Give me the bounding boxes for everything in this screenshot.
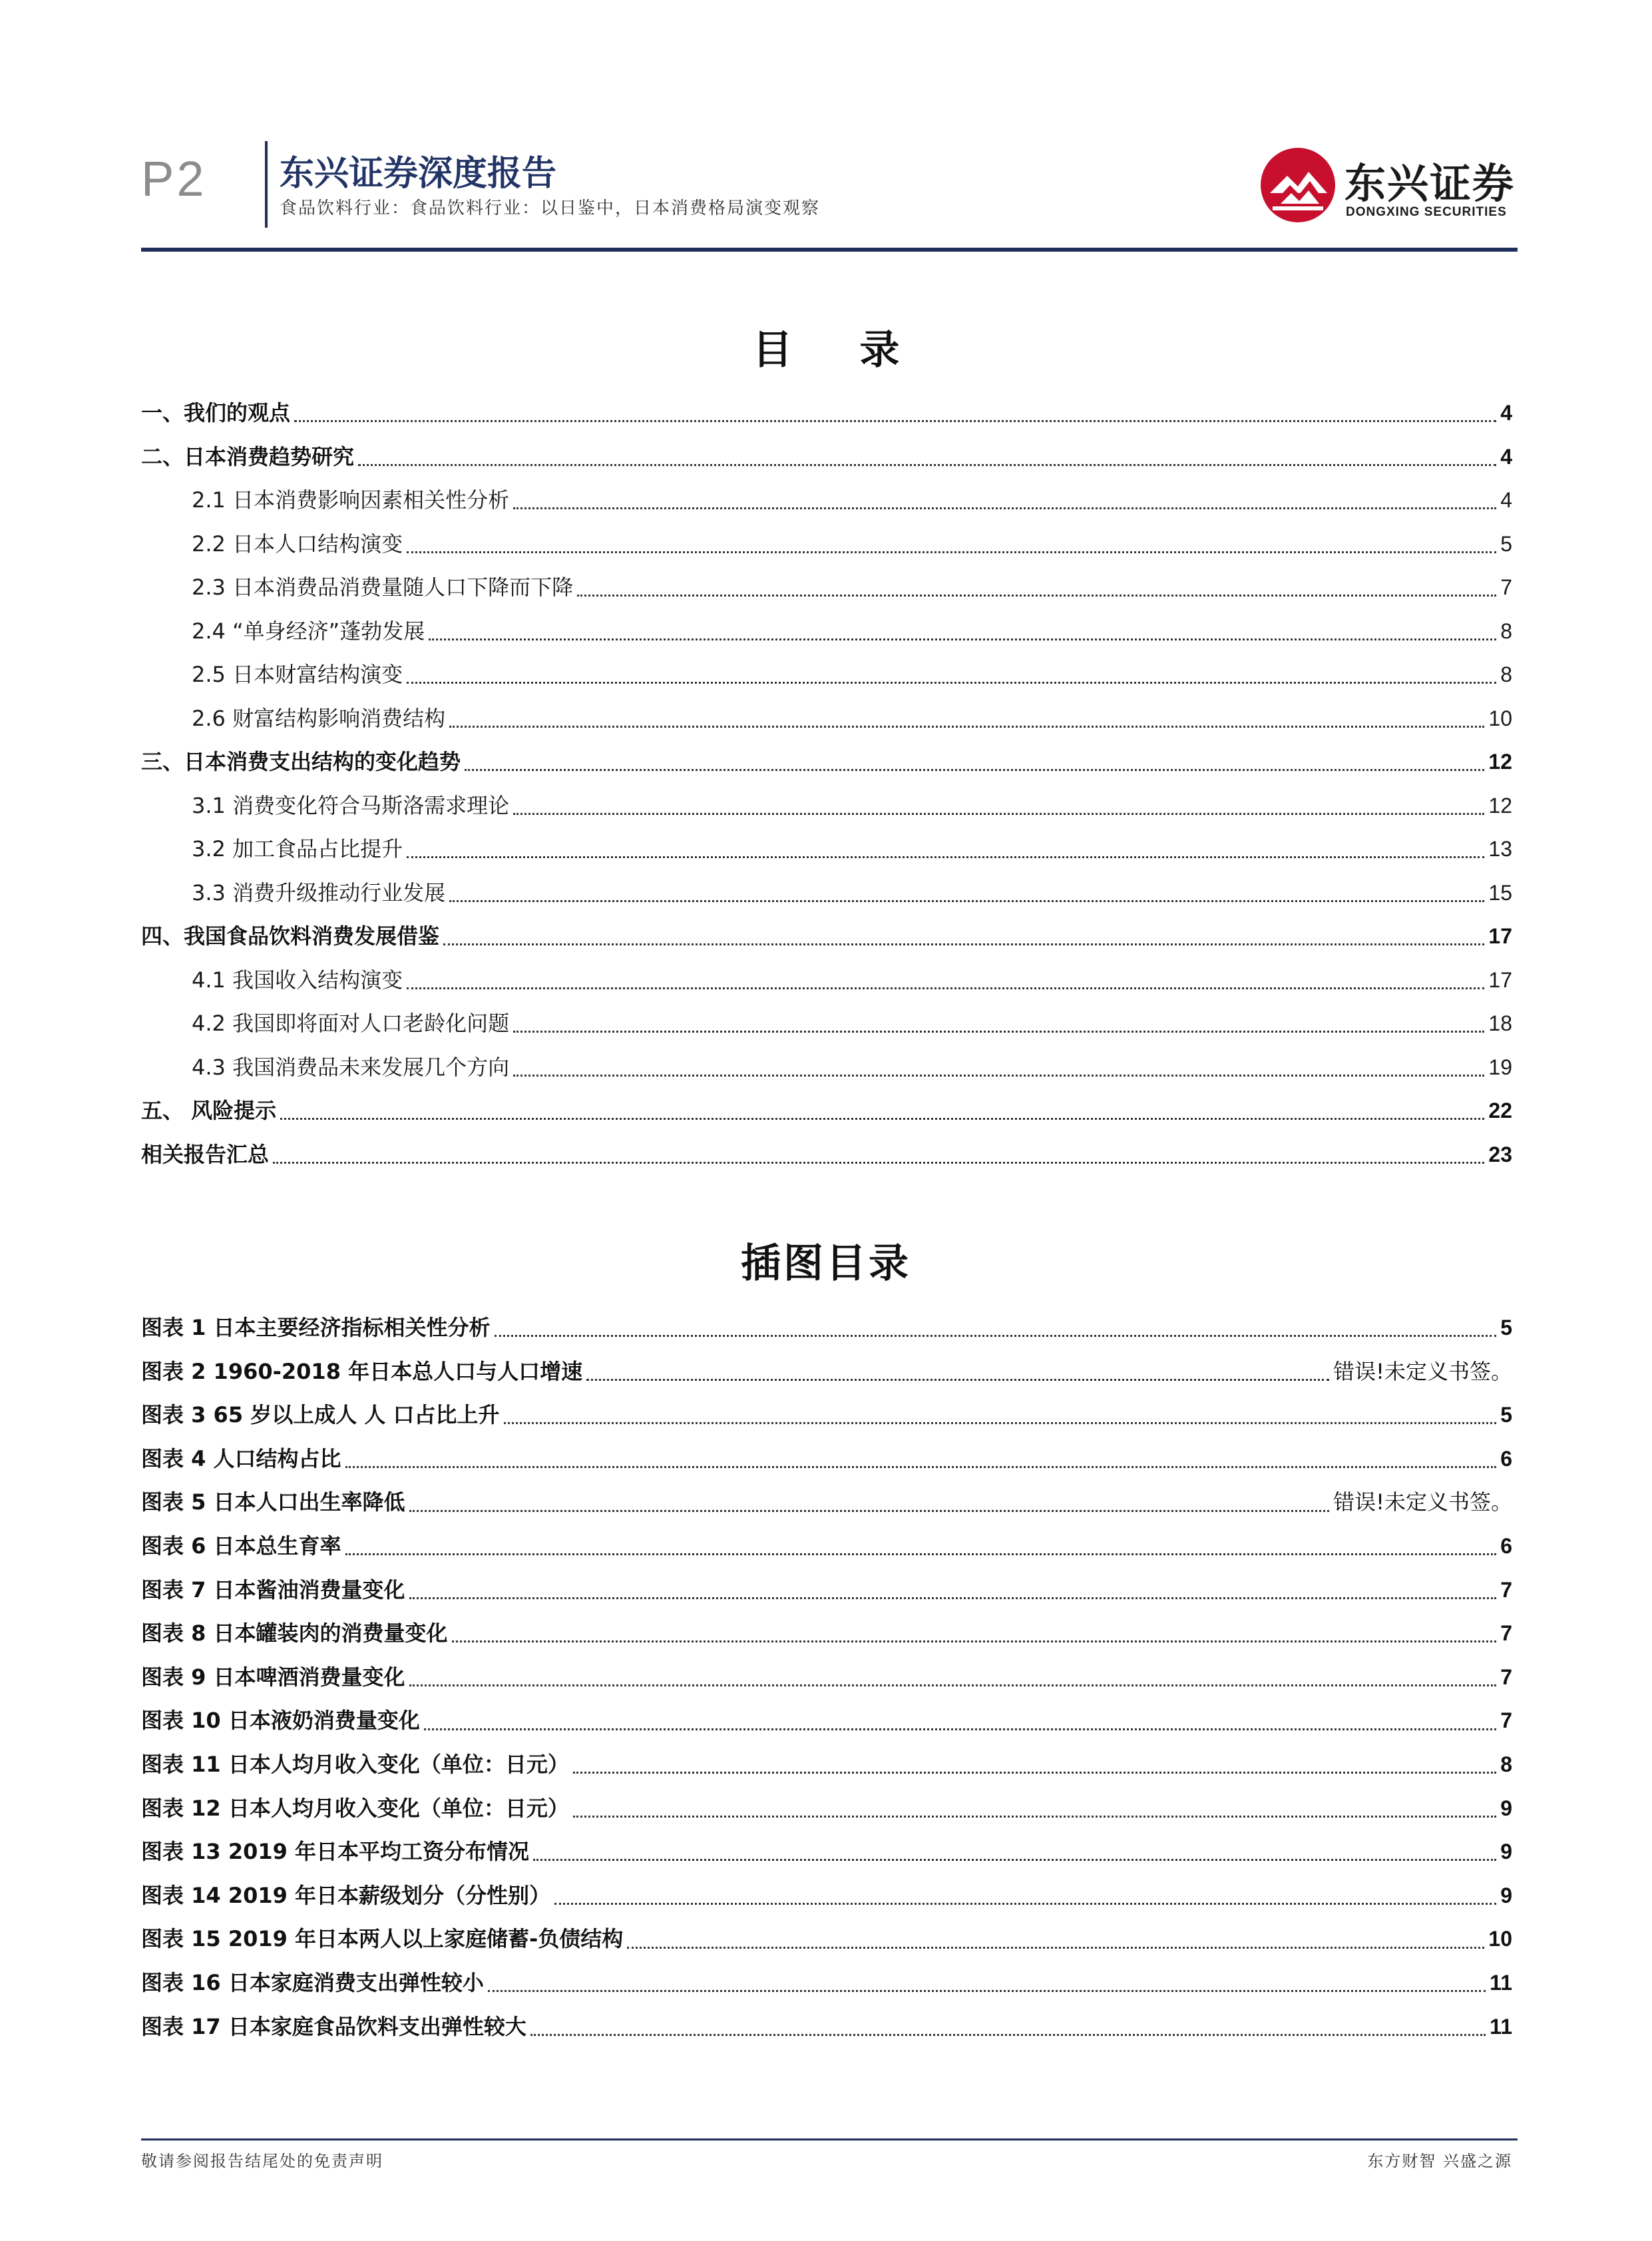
entry-page-number: 17: [1488, 924, 1512, 948]
logo-text-en: DONGXING SECURITIES: [1346, 205, 1507, 219]
entry-page-number: 7: [1500, 1708, 1512, 1733]
entry-label: 2.2 日本人口结构演变: [192, 531, 403, 557]
dot-leader: [573, 1750, 1496, 1774]
entry-page-number: 7: [1500, 575, 1512, 599]
entry-label: 图表 10 日本液奶消费量变化: [141, 1708, 420, 1734]
report-title: 东兴证券深度报告: [280, 154, 557, 194]
entry-label: 四、我国食品饮料消费发展借鉴: [141, 923, 440, 949]
entry-label: 图表 7 日本酱油消费量变化: [141, 1577, 405, 1603]
dot-leader: [407, 966, 1484, 989]
toc-entry[interactable]: [141, 1046, 1512, 1090]
dot-leader: [358, 443, 1496, 466]
entry-label: 图表 2 1960-2018 年日本总人口与人口增速: [141, 1358, 583, 1384]
toc-list: [141, 391, 1512, 1176]
entry-label: 4.1 我国收入结构演变: [192, 967, 403, 993]
dot-leader: [530, 2013, 1486, 2036]
toc-entry[interactable]: [141, 959, 1512, 1003]
figure-entry[interactable]: [141, 1612, 1512, 1656]
entry-page-number: 12: [1488, 793, 1512, 818]
toc-entry[interactable]: [141, 1089, 1512, 1133]
footer-rule: [141, 2138, 1518, 2140]
entry-page-number: 9: [1500, 1796, 1512, 1820]
dot-leader: [452, 1619, 1497, 1642]
entry-label: 图表 1 日本主要经济指标相关性分析: [141, 1315, 491, 1340]
entry-page-number: 13: [1488, 837, 1512, 861]
toc-entry[interactable]: [141, 610, 1512, 654]
toc-entry[interactable]: [141, 479, 1512, 523]
figure-entry[interactable]: [141, 1525, 1512, 1569]
company-logo: [1258, 140, 1524, 233]
entry-label: 二、日本消费趋势研究: [141, 443, 355, 469]
entry-label: 图表 4 人口结构占比: [141, 1445, 341, 1471]
page-header: [0, 0, 1652, 260]
entry-page-number: 8: [1500, 1752, 1512, 1776]
entry-page-number: 7: [1500, 1621, 1512, 1646]
dot-leader: [465, 748, 1484, 771]
dot-leader: [586, 1358, 1329, 1381]
figure-entry[interactable]: [141, 1743, 1512, 1787]
entry-label: 3.2 加工食品占比提升: [192, 836, 403, 862]
entry-label: 2.6 财富结构影响消费结构: [192, 705, 446, 731]
dot-leader: [409, 1576, 1497, 1599]
entry-page-number: 19: [1488, 1055, 1512, 1079]
dot-leader: [409, 1489, 1330, 1512]
entry-label: 2.3 日本消费品消费量随人口下降而下降: [192, 575, 574, 600]
toc-entry[interactable]: [141, 435, 1512, 479]
entry-page-number: 7: [1500, 1664, 1512, 1689]
dot-leader: [627, 1925, 1484, 1949]
toc-entry[interactable]: [141, 828, 1512, 872]
toc-entry[interactable]: [141, 697, 1512, 741]
dot-leader: [495, 1314, 1497, 1337]
entry-label: 图表 8 日本罐装肉的消费量变化: [141, 1620, 448, 1646]
entry-page-number: 错误!未定义书签。: [1333, 1358, 1512, 1384]
toc-entry[interactable]: [141, 566, 1512, 610]
footer-slogan: 东方财智 兴盛之源: [1367, 2152, 1512, 2170]
dot-leader: [280, 1097, 1484, 1120]
figure-entry[interactable]: [141, 1830, 1512, 1874]
dot-leader: [443, 922, 1484, 945]
entry-label: 图表 5 日本人口出生率降低: [141, 1489, 405, 1515]
entry-label: 图表 12 日本人均月收入变化（单位：日元）: [141, 1795, 569, 1821]
dot-leader: [407, 530, 1496, 553]
entry-label: 3.3 消费升级推动行业发展: [192, 879, 446, 905]
entry-label: 2.1 日本消费影响因素相关性分析: [192, 487, 510, 513]
dot-leader: [513, 1009, 1484, 1033]
entry-page-number: 9: [1500, 1883, 1512, 1907]
entry-page-number: 4: [1500, 444, 1512, 469]
entry-page-number: 4: [1500, 488, 1512, 512]
entry-label: 图表 6 日本总生育率: [141, 1533, 341, 1559]
toc-entry[interactable]: [141, 740, 1512, 784]
entry-label: 图表 16 日本家庭消费支出弹性较小: [141, 1969, 484, 1995]
figure-entry[interactable]: [141, 1917, 1512, 1961]
dot-leader: [533, 1838, 1496, 1861]
entry-page-number: 11: [1490, 2014, 1512, 2039]
dot-leader: [573, 1794, 1496, 1818]
entry-page-number: 15: [1488, 880, 1512, 905]
entry-label: 图表 9 日本啤酒消费量变化: [141, 1664, 405, 1690]
dot-leader: [407, 660, 1496, 684]
dot-leader: [429, 617, 1496, 640]
entry-label: 图表 3 65 岁以上成人 人 口占比上升: [141, 1402, 500, 1428]
figure-entry[interactable]: [141, 1699, 1512, 1743]
dot-leader: [345, 1445, 1497, 1468]
entry-page-number: 10: [1488, 1927, 1512, 1951]
entry-page-number: 4: [1500, 401, 1512, 425]
figure-entry[interactable]: [141, 1437, 1512, 1481]
entry-page-number: 23: [1488, 1142, 1512, 1166]
figure-entry[interactable]: [141, 1787, 1512, 1831]
footer-disclaimer: 敬请参阅报告结尾处的免责声明: [141, 2152, 383, 2170]
dot-leader: [294, 399, 1496, 422]
entry-label: 图表 15 2019 年日本两人以上家庭储蓄-负债结构: [141, 1926, 624, 1952]
entry-label: 2.5 日本财富结构演变: [192, 662, 403, 687]
entry-label: 图表 13 2019 年日本平均工资分布情况: [141, 1839, 530, 1865]
figure-entry[interactable]: [141, 2005, 1512, 2049]
entry-page-number: 8: [1500, 619, 1512, 643]
entry-label: 图表 17 日本家庭食品饮料支出弹性较大: [141, 2013, 526, 2039]
entry-label: 3.1 消费变化符合马斯洛需求理论: [192, 792, 510, 818]
figure-entry[interactable]: [141, 1393, 1512, 1437]
entry-page-number: 11: [1490, 1970, 1512, 1995]
entry-label: 4.3 我国消费品未来发展几个方向: [192, 1054, 510, 1080]
entry-label: 三、日本消费支出结构的变化趋势: [141, 749, 461, 774]
figure-entry[interactable]: [141, 1481, 1512, 1525]
entry-label: 五、 风险提示: [141, 1098, 277, 1123]
report-subtitle: 食品饮料行业：食品饮料行业：以日鉴中，日本消费格局演变观察: [280, 198, 821, 218]
header-rule: [141, 248, 1518, 252]
entry-page-number: 6: [1500, 1446, 1512, 1471]
toc-entry[interactable]: [141, 1133, 1512, 1177]
dot-leader: [345, 1532, 1497, 1555]
figure-entry[interactable]: [141, 1350, 1512, 1394]
logo-emblem-icon: [1258, 145, 1338, 225]
dot-leader: [424, 1707, 1496, 1730]
dot-leader: [407, 835, 1484, 858]
entry-label: 相关报告汇总: [141, 1141, 270, 1167]
figure-list: [141, 1306, 1512, 2049]
entry-page-number: 6: [1500, 1533, 1512, 1558]
figure-list-title: 插图目录: [741, 1240, 911, 1287]
dot-leader: [449, 704, 1484, 728]
entry-page-number: 5: [1500, 531, 1512, 556]
dot-leader: [273, 1140, 1484, 1164]
dot-leader: [513, 1053, 1484, 1077]
entry-page-number: 9: [1500, 1840, 1512, 1864]
entry-page-number: 12: [1488, 750, 1512, 774]
figure-entry[interactable]: [141, 1874, 1512, 1918]
entry-page-number: 10: [1488, 706, 1512, 730]
entry-page-number: 22: [1488, 1099, 1512, 1122]
toc-entry[interactable]: [141, 1002, 1512, 1046]
entry-page-number: 错误!未定义书签。: [1333, 1489, 1512, 1515]
dot-leader: [513, 792, 1484, 815]
entry-label: 图表 14 2019 年日本薪级划分（分性别）: [141, 1882, 551, 1908]
toc-entry[interactable]: [141, 915, 1512, 959]
toc-entry[interactable]: [141, 784, 1512, 828]
toc-entry[interactable]: [141, 872, 1512, 915]
entry-label: 图表 11 日本人均月收入变化（单位：日元）: [141, 1751, 569, 1777]
toc-entry[interactable]: [141, 653, 1512, 697]
dot-leader: [554, 1881, 1496, 1905]
figure-entry[interactable]: [141, 1656, 1512, 1700]
toc-title: 目 录: [752, 327, 927, 374]
toc-entry[interactable]: [141, 391, 1512, 435]
figure-entry[interactable]: [141, 1306, 1512, 1350]
entry-page-number: 5: [1500, 1403, 1512, 1427]
figure-entry[interactable]: [141, 1569, 1512, 1613]
dot-leader: [504, 1401, 1497, 1424]
dot-leader: [513, 486, 1496, 509]
toc-entry[interactable]: [141, 523, 1512, 567]
dot-leader: [409, 1663, 1497, 1686]
entry-label: 4.2 我国即将面对人口老龄化问题: [192, 1011, 510, 1036]
page-number: P2: [141, 151, 207, 206]
entry-label: 一、我们的观点: [141, 400, 291, 425]
figure-entry[interactable]: [141, 1961, 1512, 2005]
header-divider: [265, 141, 268, 228]
logo-text-cn: 东兴证券: [1344, 159, 1516, 208]
entry-page-number: 5: [1500, 1316, 1512, 1340]
dot-leader: [577, 573, 1496, 597]
entry-page-number: 8: [1500, 662, 1512, 686]
dot-leader: [449, 879, 1484, 902]
entry-page-number: 7: [1500, 1577, 1512, 1602]
entry-page-number: 17: [1488, 967, 1512, 992]
dot-leader: [488, 1969, 1486, 1992]
entry-page-number: 18: [1488, 1011, 1512, 1035]
entry-label: 2.4 “单身经济”蓬勃发展: [192, 618, 425, 644]
